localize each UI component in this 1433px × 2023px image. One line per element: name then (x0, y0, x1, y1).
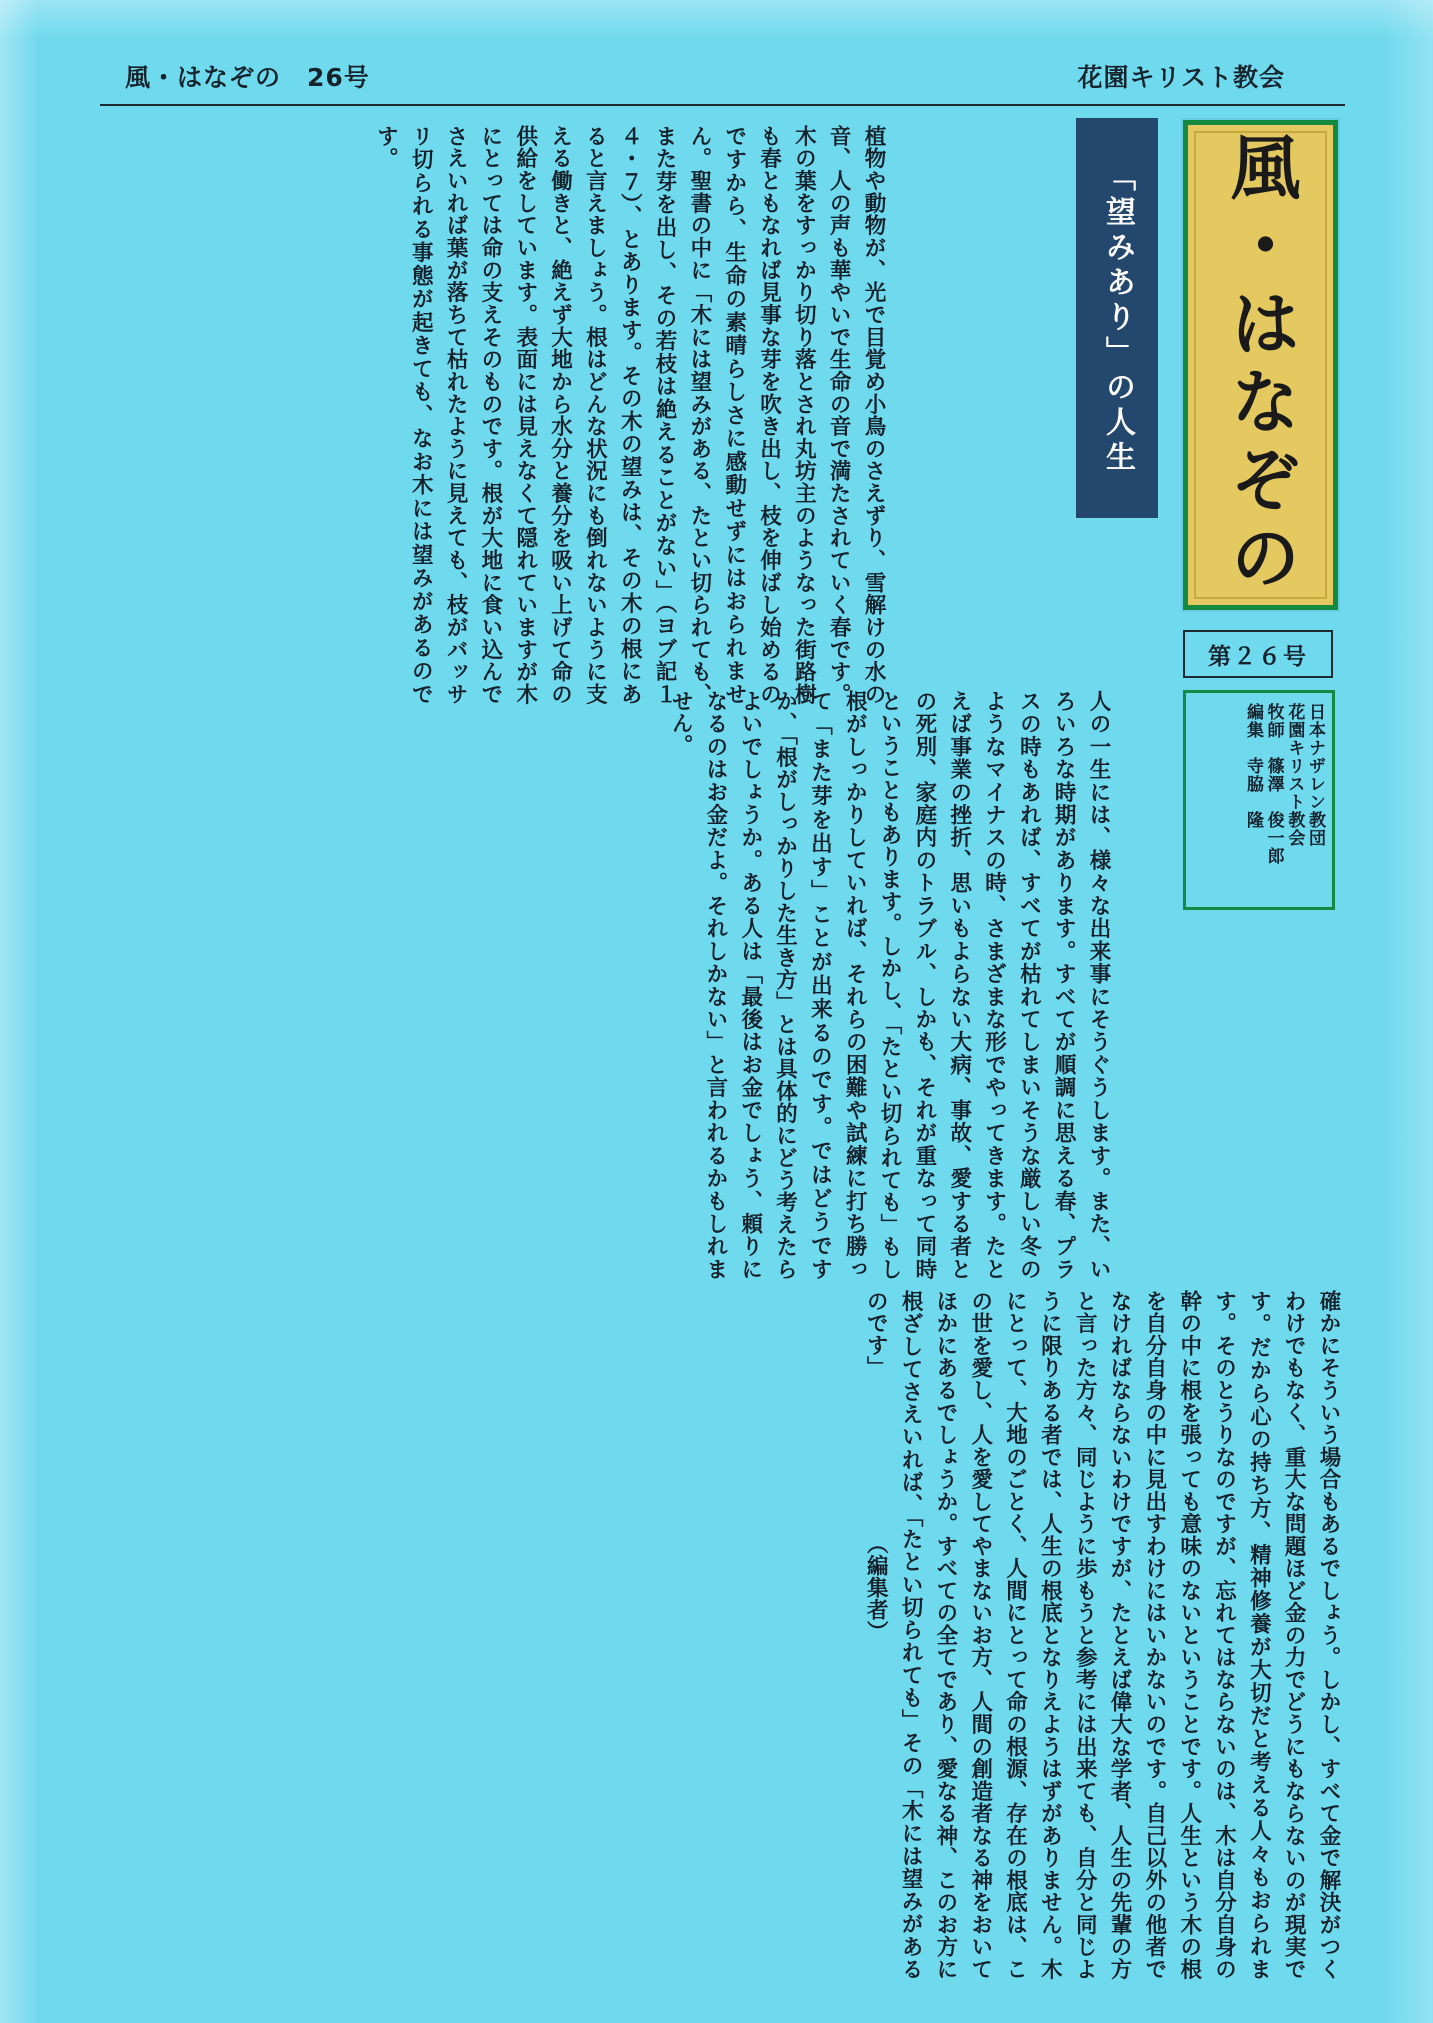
subtitle-band (1076, 118, 1158, 518)
masthead-box (1183, 120, 1338, 610)
subtitle-text: 「望みあり」の人生 (1100, 160, 1135, 476)
publisher-line: 花園キリスト教会 (1284, 703, 1305, 847)
article-signature: （編集者） (863, 1367, 889, 1643)
header-left-title: 風・はなぞの 26号 (125, 63, 370, 92)
publisher-line: 編集 寺脇 隆 (1242, 703, 1263, 829)
article-body-block-2: 人の一生には、様々な出来事にそうぐうします。また、いろいろな時期があります。すべてが順調に思える春、プラスの時もあれば、すべてが枯れてしまいそうな厳しい冬のようなマイナスの時、さまざまな形でやってきます。たとえば事業の挫折、思いもよらない大病、事故、愛する者との死別、家庭内のトラブル、しかも、それが重なって同時ということもあります。しかし、「たとい切られても」もし根がしっかりしていれば、それらの困難や試練に打ち勝って「また芽を出す」ことが出来るのです。ではどうですか、「根がしっかりした生き方」とは具体的にどう考えたらよいでしょうか。ある人は「最後はお金でしょう、頼りになるのはお金だよ。それしかない」と言われるかもしれません。 (668, 690, 1111, 1280)
publisher-line: 牧師 篠澤 俊一郎 (1263, 703, 1284, 865)
publisher-box (1183, 690, 1335, 910)
issue-number-label: 第２６号 (1208, 643, 1308, 670)
article-body-block-1: 植物や動物が、光で目覚め小鳥のさえずり、雪解けの水の音、人の声も華やいで生命の音で満たされていく春です。木の葉をすっかり切り落とされ丸坊主のようなった街路樹も春ともなれば見事な芽を吹き出し、枝を伸ばし始めるのですから、生命の素晴らしさに感動せずにはおられません。聖書の中に「木には望みがある、たとい切られても、また芽を出し、その若枝は絶えることがない」（ヨブ記１４・７）、とあります。その木の望みは、その木の根にあると言えましょう。根はどんな状況にも倒れないように支える働きと、絶えず大地から水分と養分を吸い上げて命の供給をしています。表面には見えなくて隠れていますが木にとっては命の支えそのものです。根が大地に食い込んでさえいれば葉が落ちて枯れたように見えても、枝がバッサリ切られる事態が起きても、なお木には望みがあるのです。 (373, 125, 886, 706)
article-body-block-3 (100, 1290, 1345, 1980)
issue-number-box (1183, 630, 1333, 678)
article-body-block-3-text: 確かにそういう場合もあるでしょう。しかし、すべて金で解決がつくわけでもなく、重大な問題ほど金の力でどうにもならないのが現実です。だから心の持ち方、精神修養が大切だと考える人々もおられます。そのとうりなのですが、忘れてはならないのは、木は自分自身の幹の中に根を張っても意味のないということです。人生という木の根を自分自身の中に見出すわけにはいかないのです。自己以外の他者でなければならないわけですが、たとえば偉大な学者、人生の先輩の方と言った方々、同じように歩もうと参考には出来ても、自分と同じように限りある者では、人生の根底となりえようはずがありません。木にとって、大地のごとく、人間にとって命の根源、存在の根底は、この世を愛し、人を愛してやまないお方、人間の創造者なる神をおいてほかにあるでしょうか。すべての全てであり、愛なる神、このお方に根ざしてさえいれば、「たとい切られても」その「木には望みがあるのです」 (863, 1290, 1341, 1981)
publisher-lines (1186, 693, 1332, 907)
page-header (100, 58, 1340, 100)
header-right-church: 花園キリスト教会 (1077, 63, 1285, 92)
header-divider (100, 104, 1345, 106)
masthead-title: 風・はなぞの (1219, 131, 1301, 599)
publisher-line: 日本ナザレン教団 (1305, 703, 1325, 847)
